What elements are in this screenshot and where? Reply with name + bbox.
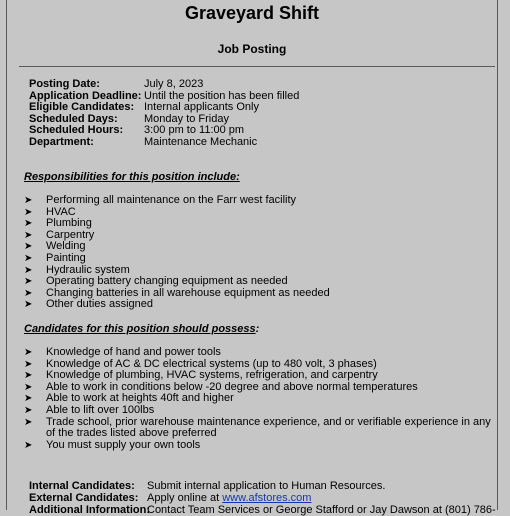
detail-label: Scheduled Hours:	[29, 124, 124, 137]
contact-info	[29, 480, 496, 516]
internal-label: Internal Candidates:	[29, 480, 135, 492]
divider	[19, 66, 495, 67]
detail-label: Posting Date:	[29, 78, 100, 90]
list-item: ➤ Hydraulic system	[24, 263, 130, 276]
bullet-arrow-icon: ➤	[24, 195, 33, 206]
list-item: ➤ Welding	[24, 240, 86, 253]
candidates-list	[24, 347, 494, 451]
responsibilities-heading	[24, 171, 240, 184]
external-row	[29, 492, 496, 504]
bullet-arrow-icon: ➤	[24, 416, 33, 428]
bullet-arrow-icon: ➤	[24, 347, 33, 358]
document-page	[6, 0, 498, 516]
bullet-arrow-icon: ➤	[24, 218, 33, 230]
external-value: Apply online at www.afstores.com	[147, 492, 312, 504]
bullet-arrow-icon: ➤	[24, 358, 33, 370]
bullet-arrow-icon: ➤	[24, 229, 33, 241]
list-item: ➤ Carpentry	[24, 228, 95, 241]
list-item: ➤ Able to lift over 100lbs	[24, 403, 155, 416]
bullet-arrow-icon: ➤	[24, 206, 33, 218]
detail-value: July 8, 2023	[144, 78, 204, 90]
website-link[interactable]: www.afstores.com	[222, 492, 312, 504]
internal-value: Submit internal application to Human Resources.	[147, 480, 386, 492]
page-title: Graveyard Shift	[184, 3, 320, 23]
bullet-arrow-icon: ➤	[24, 252, 33, 264]
additional-value: Contact Team Services or George Stafford or Jay Dawson at (801) 786-	[147, 504, 496, 516]
bullet-arrow-icon: ➤	[24, 299, 33, 311]
internal-row	[29, 480, 496, 492]
additional-label: Additional Information:	[29, 504, 150, 516]
list-item: ➤ Able to work in conditions below -20 degree and above normal temperatures	[24, 380, 418, 393]
list-item: ➤ Trade school, prior warehouse maintenance experience, and or verifiable experience in any of the trades listed above preferred	[24, 415, 491, 440]
detail-label: Department:	[29, 135, 94, 148]
bullet-arrow-icon: ➤	[24, 287, 33, 299]
list-item: ➤ Changing batteries in all warehouse equipment as needed	[24, 286, 330, 299]
candidates-heading: Candidates for this position should possess:	[24, 323, 260, 335]
list-item: ➤ Performing all maintenance on the Farr west facility	[24, 194, 297, 206]
bullet-arrow-icon: ➤	[24, 370, 33, 382]
detail-value: Maintenance Mechanic	[144, 135, 258, 148]
list-item: ➤ HVAC	[24, 205, 76, 218]
list-item: ➤ Knowledge of plumbing, HVAC systems, refrigeration, and carpentry	[24, 369, 378, 382]
bullet-arrow-icon: ➤	[24, 381, 33, 393]
bullet-arrow-icon: ➤	[24, 241, 33, 253]
detail-label: Eligible Candidates:	[29, 101, 135, 114]
list-item: ➤ Operating battery changing equipment as needed	[24, 275, 288, 288]
bullet-arrow-icon: ➤	[24, 439, 33, 451]
page-subtitle: Job Posting	[217, 42, 287, 56]
list-item: ➤ Other duties assigned	[24, 298, 154, 311]
detail-value: Until the position has been filled	[144, 89, 300, 102]
detail-row	[29, 137, 299, 149]
candidates-heading-text: Candidates for this position should possess	[24, 323, 256, 335]
bullet-arrow-icon: ➤	[24, 276, 33, 288]
external-label: External Candidates:	[29, 492, 139, 504]
responsibilities-heading-text: Responsibilities for this position include:	[24, 171, 240, 183]
list-item: ➤ Knowledge of hand and power tools	[24, 346, 221, 358]
detail-value: Monday to Friday	[144, 112, 229, 125]
bullet-arrow-icon: ➤	[24, 264, 33, 276]
responsibilities-list	[24, 195, 494, 311]
bullet-arrow-icon: ➤	[24, 404, 33, 416]
posting-details	[29, 79, 299, 149]
detail-label: Scheduled Days:	[29, 112, 118, 125]
list-item: ➤ Knowledge of AC & DC electrical systems (up to 480 volt, 3 phases)	[24, 357, 377, 370]
list-item: ➤ Able to work at heights 40ft and higher	[24, 392, 234, 405]
detail-value: 3:00 pm to 11:00 pm	[144, 124, 245, 137]
detail-value: Internal applicants Only	[144, 101, 259, 114]
list-item: ➤ Painting	[24, 251, 86, 264]
additional-row	[29, 504, 496, 516]
list-item: ➤ You must supply your own tools	[24, 438, 201, 451]
list-item: ➤ Plumbing	[24, 217, 92, 230]
bullet-arrow-icon: ➤	[24, 393, 33, 405]
detail-row	[29, 79, 299, 91]
detail-label: Application Deadline:	[29, 89, 142, 102]
